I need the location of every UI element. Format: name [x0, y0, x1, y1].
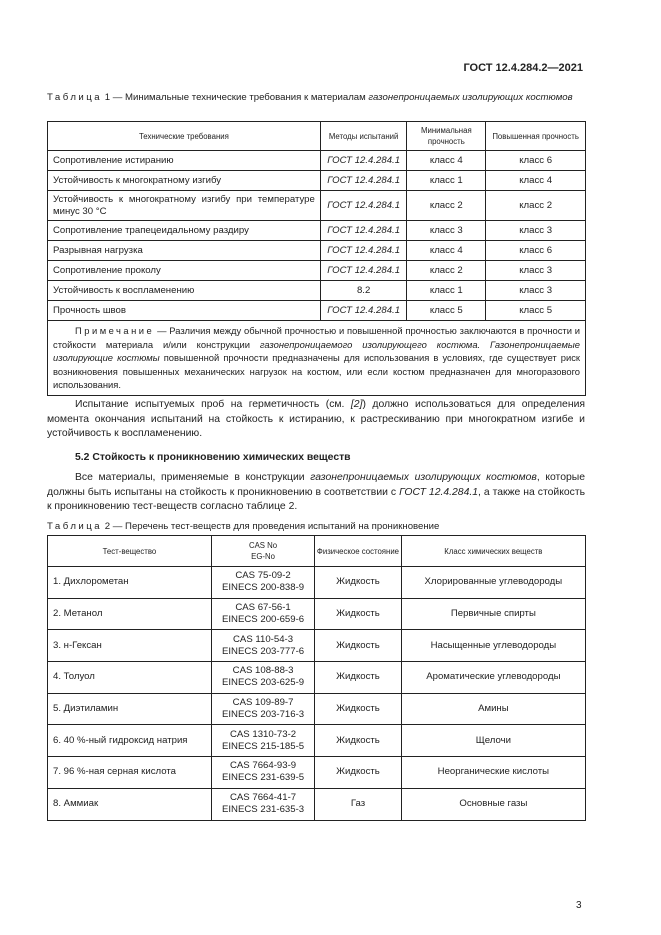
class-cell: Насыщенные углеводороды	[401, 630, 585, 662]
einecs-number: EINECS 231-639-5	[221, 772, 305, 784]
table-cell: ГОСТ 12.4.284.1	[320, 221, 407, 241]
table-cell: класс 4	[407, 151, 486, 171]
cas-number: CAS 7664-41-7	[229, 792, 297, 804]
table-cell: класс 3	[486, 221, 586, 241]
table-row	[48, 567, 586, 599]
table-cell: Сопротивление истиранию	[48, 151, 321, 171]
table2	[47, 535, 586, 821]
cas-cell	[211, 662, 314, 694]
caption-text: 1 — Минимальные технические требования к материалам	[102, 92, 369, 103]
cas-number: CAS 108-88-3	[232, 665, 294, 677]
substance-cell: 7. 96 %-ная серная кислота	[48, 757, 212, 789]
header-row	[48, 122, 586, 151]
substance-cell: 1. Дихлорометан	[48, 567, 212, 599]
cas-number: CAS 110-54-3	[233, 633, 294, 645]
table-cell: Устойчивость к многократному изгибу	[48, 171, 321, 191]
state-cell: Жидкость	[315, 725, 402, 757]
cas-cell	[211, 725, 314, 757]
einecs-number: EINECS 203-625-9	[221, 677, 305, 689]
state-cell: Жидкость	[315, 630, 402, 662]
caption-label: Таблица	[47, 92, 103, 103]
column-header: Технические требования	[48, 122, 321, 151]
einecs-number: EINECS 231-635-3	[221, 804, 305, 816]
class-cell: Щелочи	[401, 725, 585, 757]
cas-number: CAS 1310-73-2	[229, 728, 297, 740]
cas-cell	[211, 630, 314, 662]
document-header: ГОСТ 12.4.284.2—2021	[463, 62, 583, 74]
note-text: повышенной прочности предназначены для использования в условиях, где существует риск возникновения повышенных механических нагрузок на костюм, или если костюм предназначен для многоразового использования.	[53, 352, 580, 390]
table-cell: ГОСТ 12.4.284.1	[320, 301, 407, 321]
table-cell: класс 2	[407, 261, 486, 281]
einecs-number: EINECS 200-838-9	[221, 582, 305, 594]
table-row	[48, 630, 586, 662]
cas-cell	[211, 693, 314, 725]
column-header: Повышенная прочность	[486, 122, 586, 151]
table-cell: Прочность швов	[48, 301, 321, 321]
column-header: Методы испытаний	[320, 122, 407, 151]
column-header: Минимальная прочность	[407, 122, 486, 151]
page-number: 3	[576, 900, 582, 911]
note-row	[48, 321, 586, 396]
table-row	[48, 281, 586, 301]
cas-number: CAS 67-56-1	[235, 602, 291, 614]
note-text: — Различия между обычной прочностью и повышенной прочностью заключаются в прочности и стойкости материала и/или конструкции	[53, 325, 580, 350]
caption-label: Таблица	[47, 521, 103, 532]
table-cell: Сопротивление трапецеидальному раздиру	[48, 221, 321, 241]
table-row	[48, 788, 586, 820]
state-cell: Жидкость	[315, 567, 402, 599]
table2-caption	[47, 521, 585, 533]
table-row	[48, 151, 586, 171]
caption-italic: газонепроницаемых изолирующих костюмов	[368, 92, 573, 103]
table-cell: класс 4	[486, 171, 586, 191]
table-row	[48, 221, 586, 241]
table-cell: ГОСТ 12.4.284.1	[320, 241, 407, 261]
table-row	[48, 757, 586, 789]
table1	[47, 121, 586, 396]
table-row	[48, 598, 586, 630]
section-heading: 5.2 Стойкость к проникновению химических веществ	[75, 452, 351, 463]
table-cell: класс 2	[486, 191, 586, 221]
table-row	[48, 171, 586, 191]
table-row	[48, 261, 586, 281]
substance-cell: 5. Диэтиламин	[48, 693, 212, 725]
state-cell: Жидкость	[315, 598, 402, 630]
table-cell: класс 4	[407, 241, 486, 261]
table-row	[48, 725, 586, 757]
table-cell: ГОСТ 12.4.284.1	[320, 151, 407, 171]
caption-text: 2 — Перечень тест-веществ для проведения испытаний на проникновение	[102, 521, 440, 532]
table-row	[48, 191, 586, 221]
table-cell: класс 5	[486, 301, 586, 321]
class-cell: Амины	[401, 693, 585, 725]
table-cell: 8.2	[320, 281, 407, 301]
table-cell: ГОСТ 12.4.284.1	[320, 171, 407, 191]
class-cell: Ароматические углеводороды	[401, 662, 585, 694]
cas-cell	[211, 788, 314, 820]
state-cell: Жидкость	[315, 757, 402, 789]
table-row	[48, 662, 586, 694]
einecs-number: EINECS 200-659-6	[221, 614, 305, 626]
table-cell: ГОСТ 12.4.284.1	[320, 191, 407, 221]
table1-caption	[47, 92, 585, 104]
cas-cell	[211, 598, 314, 630]
table-cell: Разрывная нагрузка	[48, 241, 321, 261]
table-cell: класс 6	[486, 241, 586, 261]
class-cell: Хлорированные углеводороды	[401, 567, 585, 599]
einecs-number: EINECS 203-777-6	[221, 645, 305, 657]
paragraph-2: Все материалы, применяемые в конструкции газонепроницаемых изолирующих костюмов, которые должны быть испытаны на стойкость к проникновению в соответствии с ГОСТ 12.4.284.1, а также на стойкость к проникновению тест-веществ согласно таблице 2.	[47, 472, 586, 512]
note-italic: газонепроницаемого изолирующего костюма. Газонепроницаемые изолирующие костюмы	[53, 338, 580, 363]
class-cell: Первичные спирты	[401, 598, 585, 630]
state-cell: Жидкость	[315, 693, 402, 725]
paragraph-1: Испытание испытуемых проб на герметичность (см. [2]) должно использоваться для определения момента окончания испытаний на стойкость к истиранию, к растрескиванию при многократном изгибе и устойчивость к воспламенению.	[47, 399, 586, 439]
substance-cell: 8. Аммиак	[48, 788, 212, 820]
cas-cell	[211, 567, 314, 599]
substance-cell: 3. н-Гексан	[48, 630, 212, 662]
table-cell: класс 3	[486, 261, 586, 281]
class-cell: Неорганические кислоты	[401, 757, 585, 789]
substance-cell: 2. Метанол	[48, 598, 212, 630]
state-cell: Газ	[315, 788, 402, 820]
table-cell: Устойчивость к воспламенению	[48, 281, 321, 301]
column-header: Тест-вещество	[48, 536, 212, 567]
cas-cell	[211, 757, 314, 789]
cas-number: CAS 109-89-7	[232, 697, 294, 709]
table-cell: Сопротивление проколу	[48, 261, 321, 281]
table-note	[48, 321, 586, 396]
table-cell: класс 2	[407, 191, 486, 221]
table-cell: ГОСТ 12.4.284.1	[320, 261, 407, 281]
header-row	[48, 536, 586, 567]
table-cell: класс 1	[407, 281, 486, 301]
einecs-number: EINECS 215-185-5	[221, 740, 305, 752]
column-header: CAS No EG-No	[211, 536, 314, 567]
table-cell: класс 1	[407, 171, 486, 191]
table-row	[48, 301, 586, 321]
column-header: Физическое состояние	[315, 536, 402, 567]
table-cell: класс 3	[486, 281, 586, 301]
cas-number: CAS 75-09-2	[235, 570, 291, 582]
table-cell: Устойчивость к многократному изгибу при температуре минус 30 °С	[48, 191, 321, 221]
cas-number: CAS 7664-93-9	[229, 760, 297, 772]
table-row	[48, 693, 586, 725]
column-header: Класс химических веществ	[401, 536, 585, 567]
state-cell: Жидкость	[315, 662, 402, 694]
table-cell: класс 6	[486, 151, 586, 171]
substance-cell: 6. 40 %-ный гидроксид натрия	[48, 725, 212, 757]
table-cell: класс 5	[407, 301, 486, 321]
class-cell: Основные газы	[401, 788, 585, 820]
table-row	[48, 241, 586, 261]
substance-cell: 4. Толуол	[48, 662, 212, 694]
note-label: Примечание	[75, 325, 155, 336]
einecs-number: EINECS 203-716-3	[221, 709, 305, 721]
table-cell: класс 3	[407, 221, 486, 241]
